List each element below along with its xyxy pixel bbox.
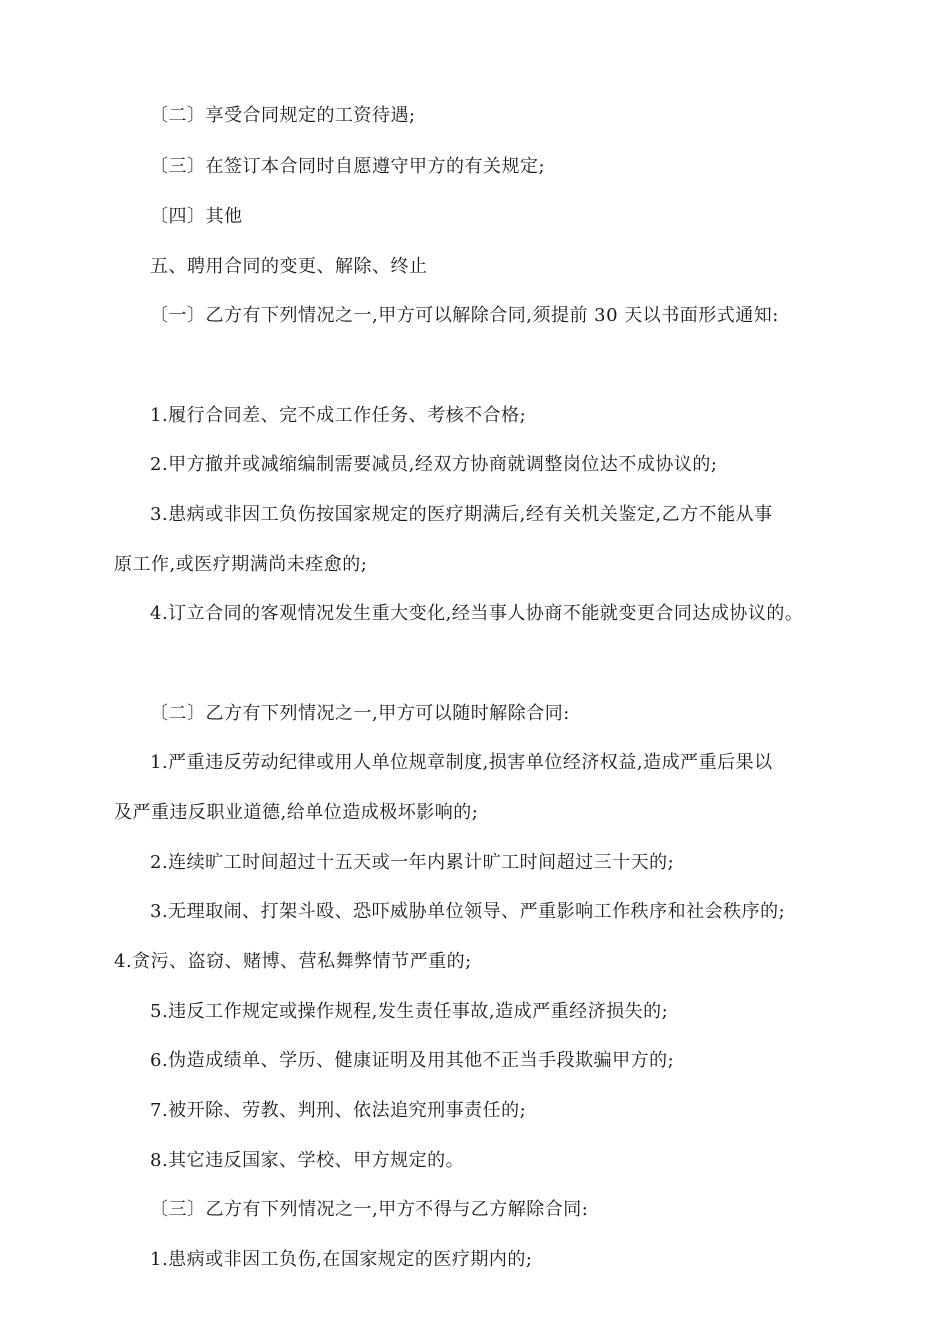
list-item: 4.订立合同的客观情况发生重大变化,经当事人协商不能就变更合同达成协议的。 [150, 603, 804, 624]
clause-line: 〔二〕享受合同规定的工资待遇; [150, 105, 416, 126]
clause-line: 〔三〕在签订本合同时自愿遵守甲方的有关规定; [150, 156, 546, 177]
list-item: 4.贪污、盗窃、赌博、营私舞弊情节严重的; [114, 951, 472, 972]
list-item-continuation: 原工作,或医疗期满尚未痊愈的; [114, 554, 368, 575]
list-item: 3.无理取闹、打架斗殴、恐吓威胁单位领导、严重影响工作秩序和社会秩序的; [150, 901, 786, 922]
list-item: 7.被开除、劳教、判刑、依法追究刑事责任的; [150, 1100, 527, 1121]
clause-line: 〔一〕乙方有下列情况之一,甲方可以解除合同,须提前 30 天以书面形式通知: [150, 305, 779, 326]
list-item-continuation: 及严重违反职业道德,给单位造成极坏影响的; [114, 802, 479, 823]
list-item: 3.患病或非因工负伤按国家规定的医疗期满后,经有关机关鉴定,乙方不能从事 [150, 504, 773, 525]
section-heading: 五、聘用合同的变更、解除、终止 [150, 256, 428, 277]
list-item: 5.违反工作规定或操作规程,发生责任事故,造成严重经济损失的; [150, 1001, 669, 1022]
list-item: 2.甲方撤并或减缩编制需要减员,经双方协商就调整岗位达不成协议的; [150, 454, 718, 475]
list-item: 1.严重违反劳动纪律或用人单位规章制度,损害单位经济权益,造成严重后果以 [150, 752, 773, 773]
list-item: 1.患病或非因工负伤,在国家规定的医疗期内的; [150, 1249, 533, 1270]
list-item: 8.其它违反国家、学校、甲方规定的。 [150, 1150, 465, 1171]
list-item: 6.伪造成绩单、学历、健康证明及用其他不正当手段欺骗甲方的; [150, 1050, 675, 1071]
list-item: 2.连续旷工时间超过十五天或一年内累计旷工时间超过三十天的; [150, 852, 675, 873]
list-item: 1.履行合同差、完不成工作任务、考核不合格; [150, 405, 527, 426]
clause-line: 〔二〕乙方有下列情况之一,甲方可以随时解除合同: [150, 703, 570, 724]
clause-line: 〔三〕乙方有下列情况之一,甲方不得与乙方解除合同: [150, 1199, 589, 1220]
clause-line: 〔四〕其他 [150, 206, 243, 227]
